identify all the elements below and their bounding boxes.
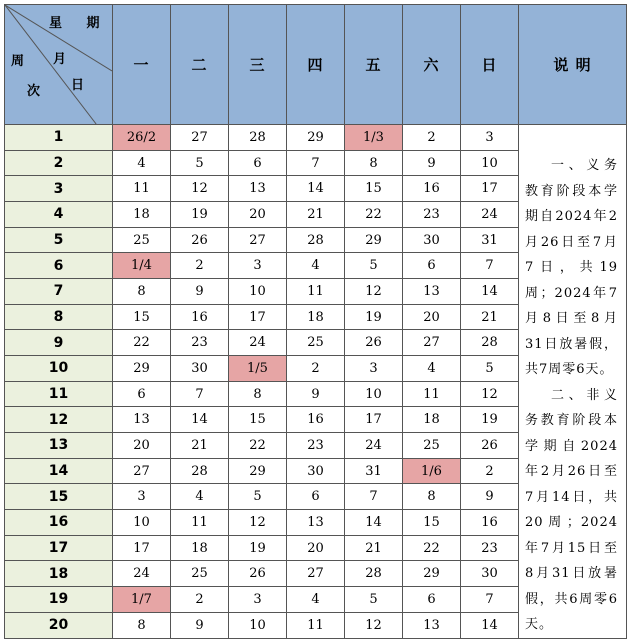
day-cell: 8 [403, 484, 461, 510]
day-cell: 19 [461, 407, 519, 433]
day-cell: 26 [171, 227, 229, 253]
day-cell: 21 [287, 202, 345, 228]
day-cell: 20 [113, 433, 171, 459]
day-cell: 10 [229, 279, 287, 305]
day-cell: 14 [461, 612, 519, 638]
corner-label-week: 周 [11, 54, 26, 69]
day-cell: 7 [171, 381, 229, 407]
day-cell: 23 [403, 202, 461, 228]
day-cell: 16 [461, 510, 519, 536]
day-cell: 31 [461, 227, 519, 253]
weekday-header: 四 [287, 5, 345, 125]
month-start-cell: 26/2 [113, 125, 171, 151]
day-cell: 6 [229, 150, 287, 176]
day-cell: 14 [345, 510, 403, 536]
week-number: 8 [5, 304, 113, 330]
month-start-cell: 1/7 [113, 587, 171, 613]
day-cell: 13 [229, 176, 287, 202]
day-cell: 3 [229, 253, 287, 279]
day-cell: 17 [345, 407, 403, 433]
day-cell: 7 [461, 587, 519, 613]
corner-label-weekday: 星 期 [49, 16, 110, 31]
day-cell: 2 [461, 458, 519, 484]
day-cell: 12 [171, 176, 229, 202]
day-cell: 16 [287, 407, 345, 433]
day-cell: 30 [461, 561, 519, 587]
day-cell: 16 [403, 176, 461, 202]
day-cell: 9 [171, 612, 229, 638]
week-number: 2 [5, 150, 113, 176]
day-cell: 5 [171, 150, 229, 176]
week-number: 4 [5, 202, 113, 228]
day-cell: 6 [287, 484, 345, 510]
day-cell: 11 [113, 176, 171, 202]
day-cell: 17 [229, 304, 287, 330]
day-cell: 24 [461, 202, 519, 228]
month-start-cell: 1/3 [345, 125, 403, 151]
day-cell: 11 [287, 279, 345, 305]
day-cell: 8 [113, 279, 171, 305]
day-cell: 9 [403, 150, 461, 176]
weekday-header: 三 [229, 5, 287, 125]
day-cell: 26 [461, 433, 519, 459]
header-row [5, 5, 627, 125]
day-cell: 16 [171, 304, 229, 330]
week-number: 17 [5, 535, 113, 561]
day-cell: 9 [171, 279, 229, 305]
day-cell: 7 [461, 253, 519, 279]
day-cell: 20 [287, 535, 345, 561]
day-cell: 14 [171, 407, 229, 433]
week-row [5, 125, 627, 151]
day-cell: 5 [345, 253, 403, 279]
day-cell: 18 [403, 407, 461, 433]
day-cell: 25 [171, 561, 229, 587]
day-cell: 2 [287, 356, 345, 382]
day-cell: 12 [229, 510, 287, 536]
weekday-header: 日 [461, 5, 519, 125]
day-cell: 6 [403, 587, 461, 613]
day-cell: 13 [403, 612, 461, 638]
day-cell: 28 [461, 330, 519, 356]
school-calendar-table [4, 4, 627, 639]
day-cell: 26 [345, 330, 403, 356]
week-number: 10 [5, 356, 113, 382]
week-number: 3 [5, 176, 113, 202]
weekday-header: 一 [113, 5, 171, 125]
day-cell: 25 [287, 330, 345, 356]
day-cell: 28 [171, 458, 229, 484]
day-cell: 30 [403, 227, 461, 253]
day-cell: 27 [403, 330, 461, 356]
day-cell: 10 [461, 150, 519, 176]
day-cell: 29 [345, 227, 403, 253]
day-cell: 10 [345, 381, 403, 407]
day-cell: 11 [403, 381, 461, 407]
day-cell: 20 [403, 304, 461, 330]
day-cell: 11 [287, 612, 345, 638]
day-cell: 4 [403, 356, 461, 382]
day-cell: 17 [461, 176, 519, 202]
day-cell: 22 [113, 330, 171, 356]
day-cell: 19 [171, 202, 229, 228]
day-cell: 5 [461, 356, 519, 382]
month-start-cell: 1/4 [113, 253, 171, 279]
day-cell: 23 [461, 535, 519, 561]
day-cell: 4 [287, 587, 345, 613]
note-paragraph: 一、义务教育阶段本学期自2024年2月26日至7月7日，共19周；2024年7月8日至8月31日放暑假，共7周零6天。 [525, 158, 618, 377]
day-cell: 7 [345, 484, 403, 510]
week-number: 16 [5, 510, 113, 536]
weekday-header: 六 [403, 5, 461, 125]
week-number: 5 [5, 227, 113, 253]
day-cell: 26 [229, 561, 287, 587]
day-cell: 28 [287, 227, 345, 253]
day-cell: 30 [171, 356, 229, 382]
day-cell: 27 [229, 227, 287, 253]
day-cell: 17 [113, 535, 171, 561]
day-cell: 5 [345, 587, 403, 613]
day-cell: 3 [345, 356, 403, 382]
day-cell: 8 [229, 381, 287, 407]
day-cell: 25 [113, 227, 171, 253]
week-number: 13 [5, 433, 113, 459]
day-cell: 13 [287, 510, 345, 536]
day-cell: 28 [229, 125, 287, 151]
day-cell: 4 [113, 150, 171, 176]
corner-label-number: 次 [27, 84, 42, 99]
day-cell: 23 [171, 330, 229, 356]
day-cell: 9 [287, 381, 345, 407]
day-cell: 3 [113, 484, 171, 510]
day-cell: 19 [345, 304, 403, 330]
day-cell: 24 [229, 330, 287, 356]
day-cell: 14 [287, 176, 345, 202]
week-number: 19 [5, 587, 113, 613]
month-start-cell: 1/5 [229, 356, 287, 382]
day-cell: 15 [113, 304, 171, 330]
day-cell: 10 [113, 510, 171, 536]
notes-header: 说 明 [519, 5, 627, 125]
day-cell: 21 [461, 304, 519, 330]
day-cell: 18 [171, 535, 229, 561]
day-cell: 28 [345, 561, 403, 587]
day-cell: 23 [287, 433, 345, 459]
week-number: 9 [5, 330, 113, 356]
day-cell: 3 [229, 587, 287, 613]
week-number: 20 [5, 612, 113, 638]
corner-label-day: 日 [71, 78, 86, 93]
day-cell: 24 [113, 561, 171, 587]
day-cell: 22 [403, 535, 461, 561]
day-cell: 27 [113, 458, 171, 484]
week-number: 7 [5, 279, 113, 305]
note-paragraph: 二、非义务教育阶段本学期自2024年2月26日至7月14日，共20周；2024年7月15日至8月31日放暑假，共6周零6天。 [525, 387, 618, 632]
week-number: 1 [5, 125, 113, 151]
day-cell: 8 [345, 150, 403, 176]
notes-cell [519, 125, 627, 639]
day-cell: 6 [113, 381, 171, 407]
day-cell: 9 [461, 484, 519, 510]
day-cell: 21 [171, 433, 229, 459]
day-cell: 2 [171, 253, 229, 279]
month-start-cell: 1/6 [403, 458, 461, 484]
day-cell: 4 [287, 253, 345, 279]
day-cell: 13 [403, 279, 461, 305]
corner-label-month: 月 [53, 52, 68, 67]
day-cell: 2 [403, 125, 461, 151]
week-number: 18 [5, 561, 113, 587]
day-cell: 10 [229, 612, 287, 638]
day-cell: 29 [403, 561, 461, 587]
weekday-header: 五 [345, 5, 403, 125]
day-cell: 24 [345, 433, 403, 459]
day-cell: 8 [113, 612, 171, 638]
week-number: 11 [5, 381, 113, 407]
day-cell: 13 [113, 407, 171, 433]
day-cell: 21 [345, 535, 403, 561]
day-cell: 12 [461, 381, 519, 407]
day-cell: 2 [171, 587, 229, 613]
day-cell: 5 [229, 484, 287, 510]
day-cell: 7 [287, 150, 345, 176]
day-cell: 25 [403, 433, 461, 459]
day-cell: 12 [345, 612, 403, 638]
day-cell: 18 [113, 202, 171, 228]
day-cell: 29 [113, 356, 171, 382]
day-cell: 15 [229, 407, 287, 433]
day-cell: 27 [287, 561, 345, 587]
day-cell: 30 [287, 458, 345, 484]
week-number: 14 [5, 458, 113, 484]
day-cell: 15 [403, 510, 461, 536]
corner-header [5, 5, 113, 125]
day-cell: 11 [171, 510, 229, 536]
day-cell: 22 [229, 433, 287, 459]
day-cell: 3 [461, 125, 519, 151]
day-cell: 14 [461, 279, 519, 305]
day-cell: 19 [229, 535, 287, 561]
day-cell: 29 [229, 458, 287, 484]
day-cell: 12 [345, 279, 403, 305]
day-cell: 20 [229, 202, 287, 228]
week-number: 12 [5, 407, 113, 433]
day-cell: 27 [171, 125, 229, 151]
weekday-header: 二 [171, 5, 229, 125]
day-cell: 22 [345, 202, 403, 228]
day-cell: 18 [287, 304, 345, 330]
day-cell: 29 [287, 125, 345, 151]
week-number: 6 [5, 253, 113, 279]
day-cell: 6 [403, 253, 461, 279]
day-cell: 4 [171, 484, 229, 510]
day-cell: 31 [345, 458, 403, 484]
calendar-body [5, 125, 627, 639]
week-number: 15 [5, 484, 113, 510]
day-cell: 15 [345, 176, 403, 202]
